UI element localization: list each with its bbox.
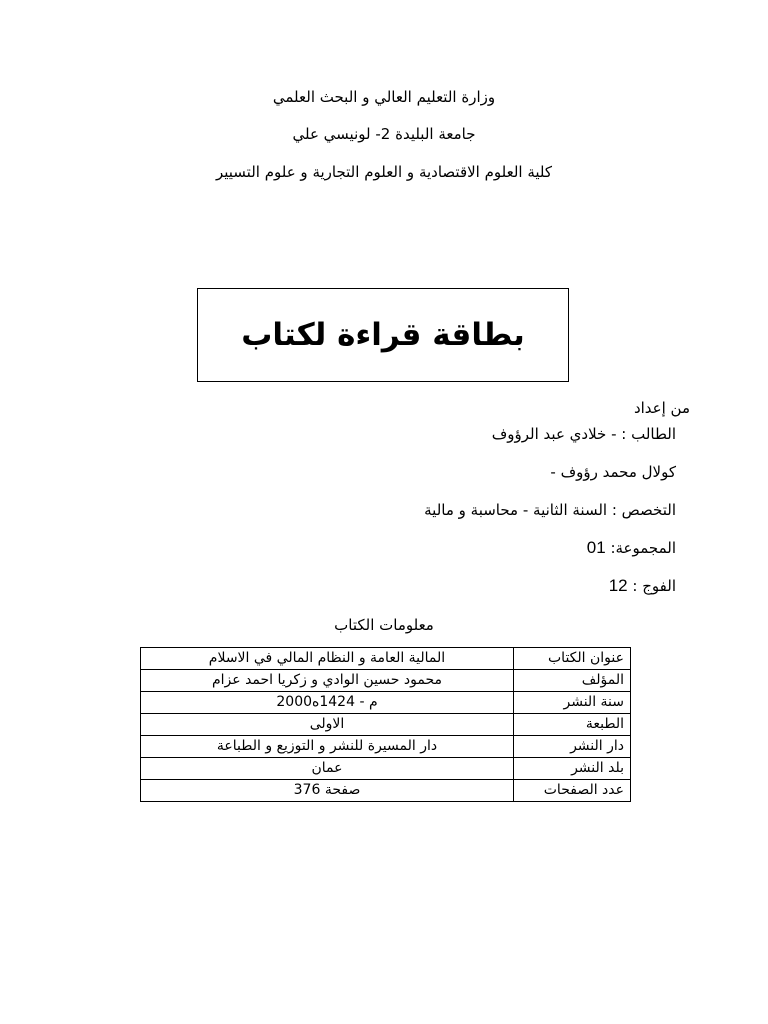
- row-label: المؤلف: [514, 670, 631, 692]
- row-value: الاولى: [141, 714, 514, 736]
- student-line: الطالب : - خلادي عبد الرؤوف: [491, 425, 676, 443]
- row-value: م - 1424ه2000: [141, 692, 514, 714]
- student2-line: كولال محمد رؤوف -: [550, 463, 676, 481]
- document-title-box: [197, 288, 569, 382]
- table-row: [141, 670, 631, 692]
- book-info-table: [140, 647, 631, 802]
- table-row: [141, 648, 631, 670]
- table-row: [141, 736, 631, 758]
- row-label: الطبعة: [514, 714, 631, 736]
- row-label: عنوان الكتاب: [514, 648, 631, 670]
- table-row: [141, 714, 631, 736]
- group-label: المجموعة:: [610, 539, 676, 557]
- university-line: جامعة البليدة 2- لونيسي علي: [292, 125, 476, 143]
- table-row: [141, 758, 631, 780]
- group-value: 01: [586, 538, 606, 557]
- section-line: [609, 576, 676, 596]
- group-line: [587, 538, 676, 558]
- section-label: الفوج :: [632, 577, 676, 595]
- row-label: بلد النشر: [514, 758, 631, 780]
- row-value: صفحة 376: [141, 780, 514, 802]
- row-label: عدد الصفحات: [514, 780, 631, 802]
- table-row: [141, 780, 631, 802]
- row-value: عمان: [141, 758, 514, 780]
- row-label: سنة النشر: [514, 692, 631, 714]
- specialty-line: التخصص : السنة الثانية - محاسبة و مالية: [424, 501, 676, 519]
- document-title: بطاقة قراءة لكتاب: [241, 317, 525, 353]
- row-value: المالية العامة و النظام المالي في الاسلام: [141, 648, 514, 670]
- row-label: دار النشر: [514, 736, 631, 758]
- row-value: محمود حسين الوادي و زكريا احمد عزام: [141, 670, 514, 692]
- faculty-line: كلية العلوم الاقتصادية و العلوم التجارية و علوم التسيير: [215, 163, 553, 181]
- table-row: [141, 692, 631, 714]
- section-value: 12: [608, 576, 628, 595]
- prepared-by-label: من إعداد: [633, 399, 690, 417]
- book-info-heading: معلومات الكتاب: [334, 616, 434, 634]
- ministry-line: وزارة التعليم العالي و البحث العلمي: [272, 88, 496, 106]
- row-value: دار المسيرة للنشر و التوزيع و الطباعة: [141, 736, 514, 758]
